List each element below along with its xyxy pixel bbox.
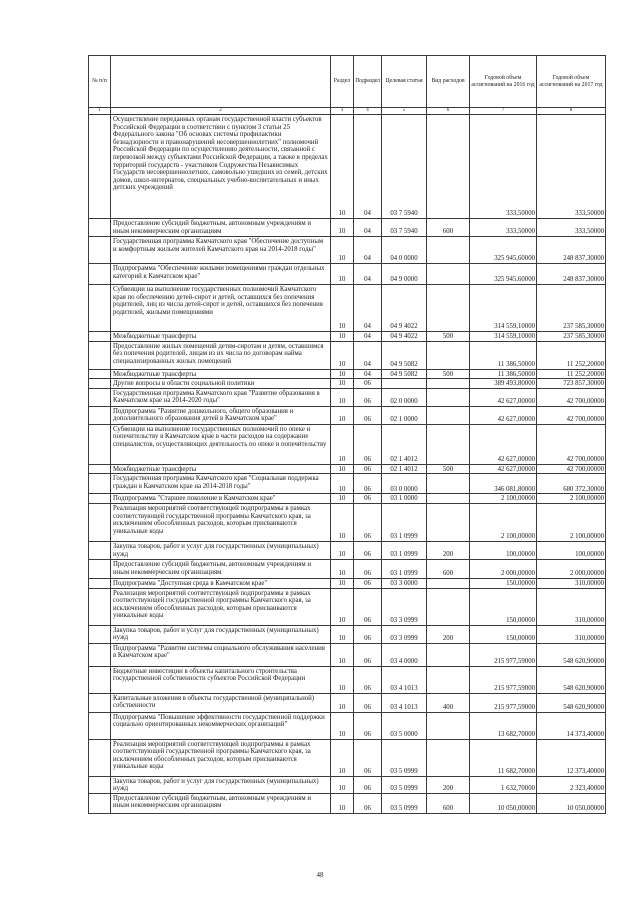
- cell-description: Другие вопросы в области социальной политики: [111, 379, 331, 389]
- cell-section: 10: [331, 625, 354, 643]
- cell-subsection: 06: [354, 666, 382, 693]
- cell-expense-type: 500: [427, 332, 470, 342]
- cell-description: Предоставление субсидий бюджетным, автономным учреждениям и иным некоммерческим организациям: [111, 559, 331, 578]
- table-row: [89, 578, 606, 588]
- cell-amount-2016: 314 559,10000: [470, 332, 537, 342]
- table-row: [89, 237, 606, 264]
- cell-expense-type: 200: [427, 776, 470, 793]
- cell-amount-2016: 2 100,00000: [470, 503, 537, 541]
- cell-section: 10: [331, 776, 354, 793]
- column-number: 5: [382, 108, 427, 115]
- cell-target-article: 02 1 4012: [382, 424, 427, 464]
- cell-subsection: 06: [354, 379, 382, 389]
- cell-subsection: 06: [354, 388, 382, 406]
- cell-target-article: 02 1 4012: [382, 464, 427, 474]
- cell-num: [89, 237, 111, 264]
- cell-amount-2016: 1 632,70000: [470, 776, 537, 793]
- cell-section: 10: [331, 115, 354, 219]
- cell-subsection: 06: [354, 693, 382, 712]
- cell-amount-2017: 237 585,30000: [537, 332, 606, 342]
- cell-amount-2017: 333,50000: [537, 219, 606, 237]
- cell-expense-type: [427, 643, 470, 666]
- cell-expense-type: [427, 503, 470, 541]
- cell-num: [89, 474, 111, 494]
- table-row: [89, 559, 606, 578]
- cell-num: [89, 541, 111, 559]
- cell-description: Государственная программа Камчатского края "Социальная поддержка граждан в Камчатском крае на 2014-2018 годы": [111, 474, 331, 494]
- cell-amount-2016: 10 050,00000: [470, 793, 537, 813]
- table-row: [89, 588, 606, 625]
- cell-section: 10: [331, 541, 354, 559]
- table-row: [89, 693, 606, 712]
- cell-amount-2016: 11 386,50000: [470, 369, 537, 379]
- cell-description: Осуществление переданных органам государственной власти субъектов Российской Федерации в соответствии с пунктом 3 статьи 25 Федерального закона "Об основах системы профилактики безнадзорности и правонарушений несовершеннолетних" полномочий Российской Федерации по осуществлению деятельности, связанной с перевозкой между субъектами Российской Федерации, а также в пределах территорий государств - участников Содружества Независимых Государств несовершеннолетних, самовольно ушедших из семей, детских домов, школ-интернатов, специальных учебно-воспитательных и иных детских учреждений: [111, 115, 331, 219]
- cell-amount-2016: 150,00000: [470, 578, 537, 588]
- cell-amount-2017: 548 620,90000: [537, 693, 606, 712]
- cell-subsection: 06: [354, 625, 382, 643]
- cell-amount-2016: 11 386,50000: [470, 341, 537, 369]
- cell-amount-2017: 310,00000: [537, 578, 606, 588]
- cell-target-article: 03 3 0999: [382, 625, 427, 643]
- cell-expense-type: 600: [427, 793, 470, 813]
- table-row: [89, 793, 606, 813]
- cell-section: 10: [331, 474, 354, 494]
- cell-expense-type: 500: [427, 369, 470, 379]
- cell-num: [89, 776, 111, 793]
- cell-expense-type: 600: [427, 559, 470, 578]
- cell-amount-2016: 2 000,00000: [470, 559, 537, 578]
- cell-section: 10: [331, 693, 354, 712]
- cell-description: Предоставление жилых помещений детям-сиротам и детям, оставшимся без попечения родителей, лицам из их числа по договорам найма специализированных жилых помещений: [111, 341, 331, 369]
- header-description: [111, 56, 331, 108]
- cell-amount-2017: 310,00000: [537, 588, 606, 625]
- cell-section: 10: [331, 388, 354, 406]
- table-row: [89, 388, 606, 406]
- cell-subsection: 06: [354, 464, 382, 474]
- cell-description: Субвенции на выполнение государственных полномочий Камчатского края по обеспечению детей-сирот и детей, оставшихся без попечения родителей, лиц из числа детей-сирот и детей, оставшихся без попечения родителей, жилыми помещениями: [111, 285, 331, 332]
- table-row: [89, 494, 606, 504]
- cell-num: [89, 464, 111, 474]
- cell-subsection: 06: [354, 503, 382, 541]
- cell-section: 10: [331, 332, 354, 342]
- cell-target-article: 04 9 4022: [382, 285, 427, 332]
- cell-target-article: 03 7 5940: [382, 219, 427, 237]
- cell-section: 10: [331, 264, 354, 285]
- cell-section: 10: [331, 666, 354, 693]
- cell-num: [89, 693, 111, 712]
- cell-subsection: 06: [354, 793, 382, 813]
- cell-subsection: 06: [354, 406, 382, 424]
- table-row: [89, 474, 606, 494]
- cell-expense-type: 200: [427, 625, 470, 643]
- cell-section: 10: [331, 793, 354, 813]
- cell-num: [89, 559, 111, 578]
- cell-amount-2016: 150,00000: [470, 588, 537, 625]
- cell-expense-type: [427, 285, 470, 332]
- cell-amount-2017: 11 252,20000: [537, 341, 606, 369]
- cell-num: [89, 219, 111, 237]
- cell-num: [89, 494, 111, 504]
- cell-description: Государственная программа Камчатского края "Развитие образования в Камчатском крае на 2014-2020 годы": [111, 388, 331, 406]
- cell-subsection: 04: [354, 341, 382, 369]
- header-target-article: Целевая статья: [382, 56, 427, 108]
- cell-section: 10: [331, 424, 354, 464]
- cell-amount-2017: 248 837,30000: [537, 237, 606, 264]
- header-section: Раздел: [331, 56, 354, 108]
- cell-target-article: 03 1 0999: [382, 559, 427, 578]
- cell-subsection: 06: [354, 494, 382, 504]
- cell-subsection: 06: [354, 643, 382, 666]
- cell-target-article: 03 5 0000: [382, 712, 427, 739]
- cell-subsection: 04: [354, 237, 382, 264]
- cell-expense-type: [427, 739, 470, 776]
- table-row: [89, 285, 606, 332]
- cell-target-article: 02 0 0000: [382, 388, 427, 406]
- cell-section: 10: [331, 559, 354, 578]
- cell-amount-2016: 314 559,10000: [470, 285, 537, 332]
- cell-section: 10: [331, 494, 354, 504]
- cell-expense-type: [427, 388, 470, 406]
- cell-description: Закупка товаров, работ и услуг для государственных (муниципальных) нужд: [111, 541, 331, 559]
- cell-section: 10: [331, 739, 354, 776]
- cell-amount-2017: 548 620,90000: [537, 666, 606, 693]
- column-number: 4: [354, 108, 382, 115]
- cell-amount-2017: 11 252,20000: [537, 369, 606, 379]
- table-row: [89, 264, 606, 285]
- table-body: [89, 115, 606, 814]
- cell-section: 10: [331, 712, 354, 739]
- header-amount-2017: Годовой объем ассигнований на 2017 год: [537, 56, 606, 108]
- cell-section: 10: [331, 578, 354, 588]
- cell-expense-type: [427, 115, 470, 219]
- budget-table: [88, 55, 606, 814]
- cell-subsection: 06: [354, 588, 382, 625]
- cell-description: Подпрограмма "Старшее поколение в Камчатском крае": [111, 494, 331, 504]
- cell-target-article: [382, 379, 427, 389]
- column-number: 7: [470, 108, 537, 115]
- table-row: [89, 666, 606, 693]
- cell-amount-2016: 325 945,60000: [470, 237, 537, 264]
- cell-num: [89, 666, 111, 693]
- cell-num: [89, 424, 111, 464]
- cell-description: Реализация мероприятий соответствующей подпрограммы в рамках соответствующей государственной программы Камчатского края, за исключением обособленных расходов, которым присваиваются уникальные коды: [111, 503, 331, 541]
- cell-expense-type: [427, 341, 470, 369]
- table-row: [89, 115, 606, 219]
- cell-target-article: 04 9 5082: [382, 341, 427, 369]
- cell-expense-type: 500: [427, 464, 470, 474]
- cell-subsection: 04: [354, 219, 382, 237]
- cell-expense-type: 200: [427, 541, 470, 559]
- cell-description: Подпрограмма "Повышение эффективности государственной поддержки социально ориентированных некоммерческих организаций": [111, 712, 331, 739]
- cell-amount-2017: 680 372,30000: [537, 474, 606, 494]
- column-number-row: [89, 108, 606, 115]
- cell-expense-type: [427, 237, 470, 264]
- cell-description: Предоставление субсидий бюджетным, автономным учреждениям и иным некоммерческим организациям: [111, 793, 331, 813]
- cell-expense-type: 400: [427, 693, 470, 712]
- column-number: 8: [537, 108, 606, 115]
- cell-amount-2017: 723 857,30000: [537, 379, 606, 389]
- cell-num: [89, 264, 111, 285]
- cell-expense-type: [427, 406, 470, 424]
- column-number: 6: [427, 108, 470, 115]
- cell-description: Межбюджетные трансферты: [111, 369, 331, 379]
- cell-num: [89, 341, 111, 369]
- cell-amount-2016: 11 682,70000: [470, 739, 537, 776]
- cell-num: [89, 588, 111, 625]
- cell-amount-2016: 42 627,00000: [470, 406, 537, 424]
- cell-amount-2016: 389 493,80000: [470, 379, 537, 389]
- table-row: [89, 625, 606, 643]
- cell-amount-2016: 333,50000: [470, 115, 537, 219]
- cell-subsection: 06: [354, 424, 382, 464]
- cell-subsection: 04: [354, 332, 382, 342]
- table-row: [89, 424, 606, 464]
- cell-amount-2017: 100,00000: [537, 541, 606, 559]
- cell-amount-2016: 215 977,59000: [470, 643, 537, 666]
- cell-expense-type: [427, 578, 470, 588]
- table-row: [89, 464, 606, 474]
- cell-amount-2016: 325 945,60000: [470, 264, 537, 285]
- cell-description: Закупка товаров, работ и услуг для государственных (муниципальных) нужд: [111, 625, 331, 643]
- cell-amount-2017: 2 323,40000: [537, 776, 606, 793]
- table-row: [89, 739, 606, 776]
- cell-description: Реализация мероприятий соответствующей подпрограммы в рамках соответствующей государственной программы Камчатского края, за исключением обособленных расходов, которым присваиваются уникальные коды: [111, 588, 331, 625]
- table-row: [89, 541, 606, 559]
- cell-amount-2016: 215 977,59000: [470, 666, 537, 693]
- cell-description: Подпрограмма "Развитие системы социального обслуживания населения в Камчатском крае": [111, 643, 331, 666]
- cell-target-article: 04 0 0000: [382, 237, 427, 264]
- cell-amount-2017: 12 373,40000: [537, 739, 606, 776]
- cell-description: Предоставление субсидий бюджетным, автономным учреждениям и иным некоммерческим организациям: [111, 219, 331, 237]
- cell-target-article: 03 5 0999: [382, 793, 427, 813]
- cell-subsection: 04: [354, 115, 382, 219]
- cell-amount-2016: 13 682,70000: [470, 712, 537, 739]
- cell-description: Субвенции на выполнение государственных полномочий по опеке и попечительству в Камчатском крае в части расходов на содержание специалистов, осуществляющих деятельность по опеке и попечительству: [111, 424, 331, 464]
- cell-target-article: 03 4 1013: [382, 693, 427, 712]
- cell-target-article: 03 1 0999: [382, 503, 427, 541]
- cell-num: [89, 285, 111, 332]
- cell-target-article: 04 9 5082: [382, 369, 427, 379]
- cell-subsection: 06: [354, 474, 382, 494]
- cell-amount-2017: 42 700,00000: [537, 424, 606, 464]
- cell-description: Государственная программа Камчатского края "Обеспечение доступным и комфортным жильем жителей Камчатского края на 2014-2018 годы": [111, 237, 331, 264]
- table-row: [89, 406, 606, 424]
- cell-target-article: 03 4 1013: [382, 666, 427, 693]
- cell-num: [89, 406, 111, 424]
- cell-expense-type: [427, 474, 470, 494]
- table-row: [89, 369, 606, 379]
- cell-expense-type: [427, 494, 470, 504]
- cell-amount-2016: 2 100,00000: [470, 494, 537, 504]
- cell-num: [89, 369, 111, 379]
- cell-num: [89, 643, 111, 666]
- cell-target-article: 04 9 4022: [382, 332, 427, 342]
- cell-num: [89, 503, 111, 541]
- cell-target-article: 03 3 0000: [382, 578, 427, 588]
- cell-target-article: 03 1 0000: [382, 494, 427, 504]
- cell-amount-2016: 346 081,80000: [470, 474, 537, 494]
- cell-amount-2016: 42 627,00000: [470, 424, 537, 464]
- cell-num: [89, 793, 111, 813]
- cell-subsection: 04: [354, 369, 382, 379]
- page-number: 48: [316, 871, 324, 879]
- cell-num: [89, 115, 111, 219]
- cell-section: 10: [331, 379, 354, 389]
- cell-amount-2017: 2 100,00000: [537, 494, 606, 504]
- cell-subsection: 04: [354, 264, 382, 285]
- cell-description: Реализация мероприятий соответствующей подпрограммы в рамках соответствующей государственной программы Камчатского края, за исключением обособленных расходов, которым присваиваются уникальные коды: [111, 739, 331, 776]
- cell-amount-2016: 42 627,00000: [470, 388, 537, 406]
- cell-num: [89, 625, 111, 643]
- cell-amount-2017: 10 050,00000: [537, 793, 606, 813]
- cell-target-article: 03 4 0000: [382, 643, 427, 666]
- cell-amount-2017: 42 700,00000: [537, 388, 606, 406]
- cell-amount-2017: 548 620,90000: [537, 643, 606, 666]
- cell-expense-type: [427, 424, 470, 464]
- cell-subsection: 06: [354, 541, 382, 559]
- column-number: 1: [89, 108, 111, 115]
- cell-description: Межбюджетные трансферты: [111, 464, 331, 474]
- table-row: [89, 503, 606, 541]
- cell-num: [89, 332, 111, 342]
- cell-section: 10: [331, 503, 354, 541]
- cell-target-article: 04 9 0000: [382, 264, 427, 285]
- cell-amount-2016: 150,00000: [470, 625, 537, 643]
- cell-expense-type: 600: [427, 219, 470, 237]
- cell-amount-2017: 14 373,40000: [537, 712, 606, 739]
- cell-num: [89, 379, 111, 389]
- cell-section: 10: [331, 464, 354, 474]
- cell-section: 10: [331, 643, 354, 666]
- cell-expense-type: [427, 379, 470, 389]
- table-row: [89, 379, 606, 389]
- cell-amount-2016: 100,00000: [470, 541, 537, 559]
- column-number: 2: [111, 108, 331, 115]
- cell-subsection: 06: [354, 559, 382, 578]
- cell-subsection: 06: [354, 776, 382, 793]
- cell-section: 10: [331, 369, 354, 379]
- cell-amount-2017: 2 100,00000: [537, 503, 606, 541]
- cell-target-article: 02 1 0000: [382, 406, 427, 424]
- table-row: [89, 712, 606, 739]
- cell-subsection: 06: [354, 712, 382, 739]
- table-row: [89, 341, 606, 369]
- cell-expense-type: [427, 666, 470, 693]
- table-row: [89, 643, 606, 666]
- header-num: № п/п: [89, 56, 111, 108]
- cell-section: 10: [331, 588, 354, 625]
- cell-description: Межбюджетные трансферты: [111, 332, 331, 342]
- cell-description: Капитальные вложения в объекты государственной (муниципальной) собственности: [111, 693, 331, 712]
- cell-section: 10: [331, 406, 354, 424]
- cell-section: 10: [331, 219, 354, 237]
- table-header-row: [89, 56, 606, 108]
- cell-section: 10: [331, 237, 354, 264]
- cell-amount-2017: 248 837,30000: [537, 264, 606, 285]
- cell-target-article: 03 5 0999: [382, 739, 427, 776]
- cell-amount-2017: 237 585,30000: [537, 285, 606, 332]
- column-number: 3: [331, 108, 354, 115]
- cell-target-article: 03 1 0999: [382, 541, 427, 559]
- table-row: [89, 332, 606, 342]
- cell-description: Подпрограмма "Развитие дошкольного, общего образования и дополнительного образования детей в Камчатском крае": [111, 406, 331, 424]
- cell-amount-2017: 333,50000: [537, 115, 606, 219]
- cell-target-article: 03 0 0000: [382, 474, 427, 494]
- cell-num: [89, 739, 111, 776]
- cell-target-article: 03 7 5940: [382, 115, 427, 219]
- cell-amount-2016: 42 627,00000: [470, 464, 537, 474]
- cell-target-article: 03 3 0999: [382, 588, 427, 625]
- cell-description: Подпрограмма "Доступная среда в Камчатском крае": [111, 578, 331, 588]
- cell-description: Подпрограмма "Обеспечение жилыми помещениями граждан отдельных категорий в Камчатском крае": [111, 264, 331, 285]
- table-row: [89, 219, 606, 237]
- cell-num: [89, 712, 111, 739]
- cell-amount-2017: 42 700,00000: [537, 406, 606, 424]
- cell-expense-type: [427, 588, 470, 625]
- cell-amount-2017: 310,00000: [537, 625, 606, 643]
- cell-section: 10: [331, 341, 354, 369]
- cell-num: [89, 578, 111, 588]
- cell-num: [89, 388, 111, 406]
- cell-subsection: 04: [354, 285, 382, 332]
- cell-description: Бюджетные инвестиции в объекты капитального строительства государственной собственности субъектов Российской Федерации: [111, 666, 331, 693]
- cell-subsection: 06: [354, 739, 382, 776]
- cell-description: Закупка товаров, работ и услуг для государственных (муниципальных) нужд: [111, 776, 331, 793]
- cell-amount-2017: 42 700,00000: [537, 464, 606, 474]
- cell-amount-2017: 2 000,00000: [537, 559, 606, 578]
- cell-amount-2016: 215 977,59000: [470, 693, 537, 712]
- cell-amount-2016: 333,50000: [470, 219, 537, 237]
- header-expense-type: Вид расходов: [427, 56, 470, 108]
- header-amount-2016: Годовой объем ассигнований на 2016 год: [470, 56, 537, 108]
- cell-subsection: 06: [354, 578, 382, 588]
- header-subsection: Подраздел: [354, 56, 382, 108]
- cell-section: 10: [331, 285, 354, 332]
- cell-target-article: 03 5 0999: [382, 776, 427, 793]
- table-row: [89, 776, 606, 793]
- cell-expense-type: [427, 712, 470, 739]
- cell-expense-type: [427, 264, 470, 285]
